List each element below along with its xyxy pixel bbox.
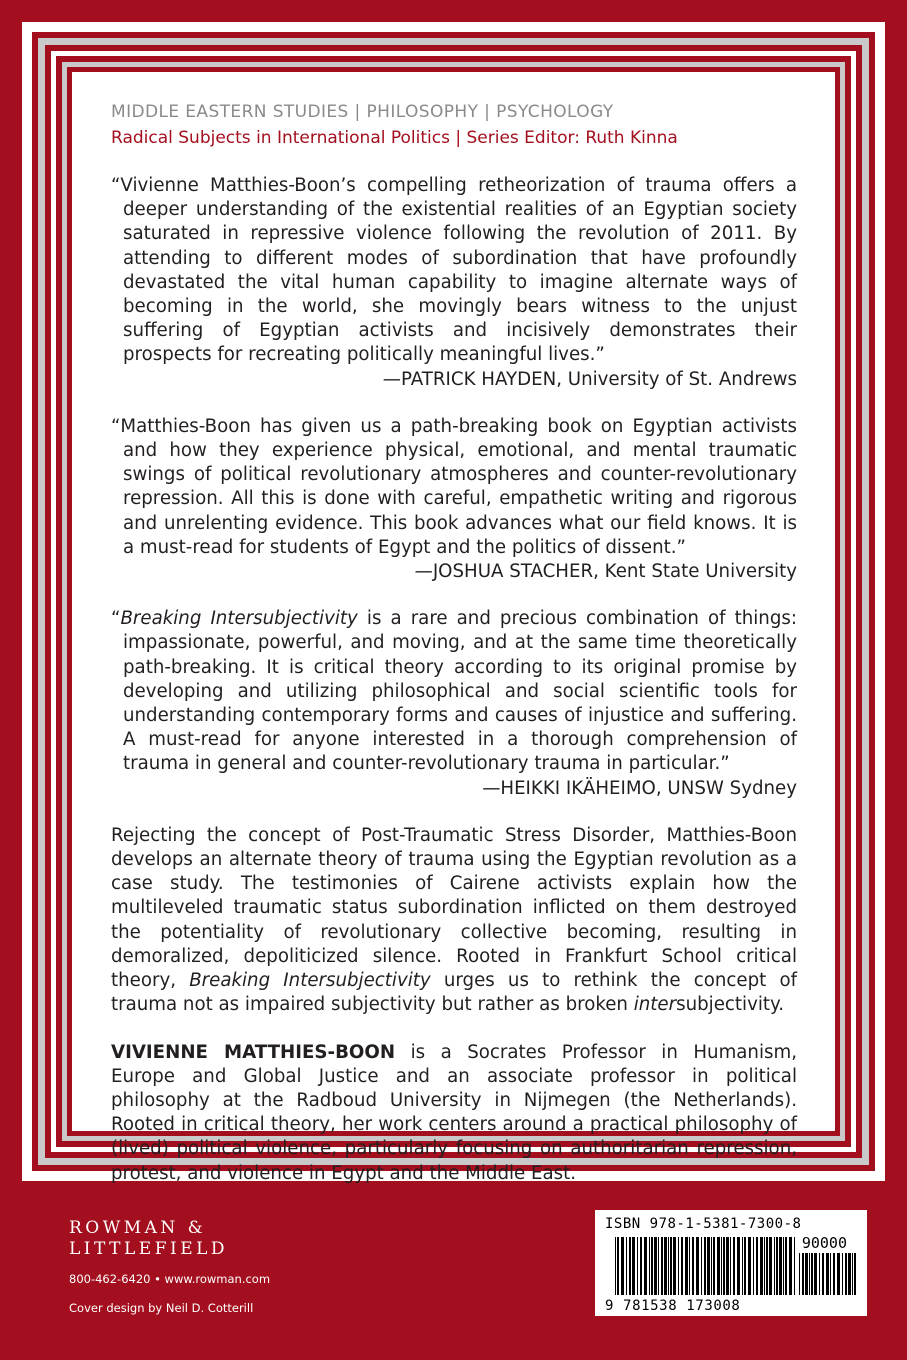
barcode-bar (756, 1237, 758, 1295)
barcode-bar (830, 1253, 831, 1295)
book-title: Breaking Intersubjectivity (189, 970, 431, 992)
barcode-bar (692, 1237, 694, 1295)
cover-credit: Cover design by Neil D. Cotterill (69, 1301, 254, 1315)
quote-attribution: —HEIKKI IKÄHEIMO, UNSW Sydney (482, 777, 797, 799)
barcode-bar (664, 1237, 667, 1295)
book-description (111, 824, 797, 1018)
barcode-bar (766, 1237, 768, 1295)
publisher-block (69, 1218, 270, 1315)
quote-text: is a rare and precious combination of things: impassionate, powerful, and moving, and at the same time theoretically path-breaking. It is critical theory according to its original promise by developing and utilizing philosophical and social scientific tools for understanding contemporary forms and causes of injustice and suffering. A must-read for anyone interested in a thorough comprehension of trauma in general and counter-revolutionary trauma in particular.” (123, 608, 797, 775)
barcode-bar (713, 1237, 715, 1295)
quote-open-mark: “ (111, 608, 121, 630)
barcode-bar (733, 1237, 735, 1295)
barcode-bar (833, 1253, 835, 1295)
description-text: Rejecting the concept of Post-Traumatic Stress Disorder, Matthies-Boon develops an alternate theory of trauma using the Egyptian revolution as a case study. The testimonies of Cairene activists explain how the multileveled traumatic status subordination inflicted on them destroyed the potentiality of revolutionary collective becoming, resulting in demoralized, depoliticized silence. Rooted in Frankfurt School critical theory, (111, 824, 797, 992)
barcode-bar (717, 1237, 720, 1295)
barcode-bar (654, 1237, 657, 1295)
barcode-bar (701, 1237, 702, 1295)
barcode-bar (809, 1253, 810, 1295)
price-addon-bars (799, 1253, 857, 1295)
ean-barcode-bars (615, 1237, 795, 1295)
barcode-bar (744, 1237, 746, 1295)
barcode-bar (799, 1253, 800, 1295)
barcode-bar (707, 1237, 710, 1295)
barcode-bar (848, 1253, 851, 1295)
barcode-bar (748, 1237, 751, 1295)
barcode-bar (742, 1237, 743, 1295)
barcode-bar (704, 1237, 706, 1295)
barcode-bar (774, 1237, 775, 1295)
endorsement-quote-2 (111, 415, 797, 584)
quote-text: “Matthies-Boon has given us a path-breaking book on Egyptian activists and how they experience physical, emotional, and mental traumatic swings of political revolutionary atmospheres and counter-revolutionary repression. All this is done with careful, empathetic writing and rigorous and unrelenting evidence. This book advances what our field knows. It is a must-read for students of Egypt and the politics of dissent.” (111, 415, 797, 558)
barcode-bar (617, 1237, 619, 1295)
publisher-contact: 800-462-6420 • www.rowman.com (69, 1272, 271, 1286)
price-code: 90000 (801, 1234, 847, 1252)
subject-categories: MIDDLE EASTERN STUDIES | PHILOSOPHY | PSYCHOLOGY (111, 102, 614, 122)
barcode-area (605, 1234, 857, 1314)
barcode-bar (776, 1237, 778, 1295)
barcode-bar (837, 1253, 840, 1295)
barcode-bar (783, 1237, 784, 1295)
barcode-bar (678, 1237, 679, 1295)
isbn-label: ISBN 978-1-5381-7300-8 (605, 1216, 802, 1232)
barcode-bar (685, 1237, 688, 1295)
barcode-bar (670, 1237, 672, 1295)
barcode-bar (726, 1237, 729, 1295)
author-bio (111, 1041, 797, 1186)
series-info: Radical Subjects in International Politics | Series Editor: Ruth Kinna (111, 128, 678, 148)
isbn-barcode (595, 1210, 867, 1316)
barcode-bar (842, 1253, 843, 1295)
barcode-bar (769, 1237, 772, 1295)
author-name: VIVIENNE MATTHIES-BOON (111, 1041, 396, 1063)
barcode-bar (723, 1237, 725, 1295)
publisher-name-line2: LITTLEFIELD (69, 1239, 229, 1259)
barcode-bar (789, 1237, 792, 1295)
barcode-bar (805, 1253, 808, 1295)
barcode-bar (854, 1253, 856, 1295)
barcode-bar (737, 1237, 740, 1295)
description-text: subjectivity. (676, 994, 784, 1016)
barcode-bar (632, 1237, 635, 1295)
inter-emphasis: inter (633, 994, 677, 1016)
barcode-bar (779, 1237, 782, 1295)
ean-digits: 9 781538 173008 (605, 1298, 741, 1314)
barcode-bar (696, 1237, 699, 1295)
barcode-bar (785, 1237, 787, 1295)
barcode-bar (852, 1253, 853, 1295)
barcode-bar (845, 1253, 847, 1295)
barcode-bar (681, 1237, 683, 1295)
barcode-bar (637, 1237, 638, 1295)
barcode-bar (711, 1237, 712, 1295)
back-cover-text-panel (72, 72, 835, 1184)
author-bio-text: is a Socrates Professor in Humanism, Europe and Global Justice and an associate professor in political philosophy at the Radboud University in Nijmegen (the Netherlands). Rooted in critical theory, her work centers around a practical philosophy of (lived) political violence, particularly focusing on authoritarian repression, protest, and violence in Egypt and the Middle East. (111, 1041, 797, 1184)
quote-text: “Vivienne Matthies-Boon’s compelling retheorization of trauma offers a deeper understanding of the existential realities of an Egyptian society saturated in repressive violence following the revolution of 2011. By attending to different modes of subordination that have profoundly devastated the vital human capability to imagine alternate ways of becoming in the world, she movingly bears witness to the unjust suffering of Egyptian activists and incisively demonstrates their prospects for recreating politically meaningful lives.” (111, 175, 797, 366)
barcode-bar (673, 1237, 676, 1295)
barcode-bar (811, 1253, 813, 1295)
description-text: urges us to rethink the concept of trauma not as impaired subjectivity but rather as broken (111, 970, 798, 1016)
barcode-bar (658, 1237, 659, 1295)
barcode-bar (814, 1253, 817, 1295)
barcode-bar (621, 1237, 624, 1295)
barcode-bar (721, 1237, 722, 1295)
barcode-bar (802, 1253, 804, 1295)
barcode-bar (764, 1237, 765, 1295)
barcode-bar (629, 1237, 631, 1295)
barcode-bar (651, 1237, 653, 1295)
barcode-bar (826, 1253, 829, 1295)
book-title: Breaking Intersubjectivity (120, 608, 358, 630)
barcode-bar (753, 1237, 754, 1295)
publisher-name-line1: ROWMAN & (69, 1218, 207, 1238)
publisher-logo (69, 1218, 270, 1260)
quote-attribution: —JOSHUA STACHER, Kent State University (414, 561, 797, 583)
endorsement-quote-3 (111, 607, 797, 801)
barcode-bar (668, 1237, 669, 1295)
barcode-bar (794, 1237, 795, 1295)
barcode-bar (760, 1237, 763, 1295)
barcode-bar (689, 1237, 690, 1295)
endorsement-quote-1 (111, 174, 797, 392)
barcode-bar (819, 1253, 820, 1295)
barcode-bar (649, 1237, 650, 1295)
barcode-bar (640, 1237, 642, 1295)
barcode-bar (730, 1237, 731, 1295)
quote-attribution: —PATRICK HAYDEN, University of St. Andrews (382, 368, 797, 390)
barcode-bar (626, 1237, 627, 1295)
barcode-bar (661, 1237, 663, 1295)
barcode-bar (644, 1237, 647, 1295)
barcode-bar (822, 1253, 824, 1295)
barcode-bar (615, 1237, 616, 1295)
